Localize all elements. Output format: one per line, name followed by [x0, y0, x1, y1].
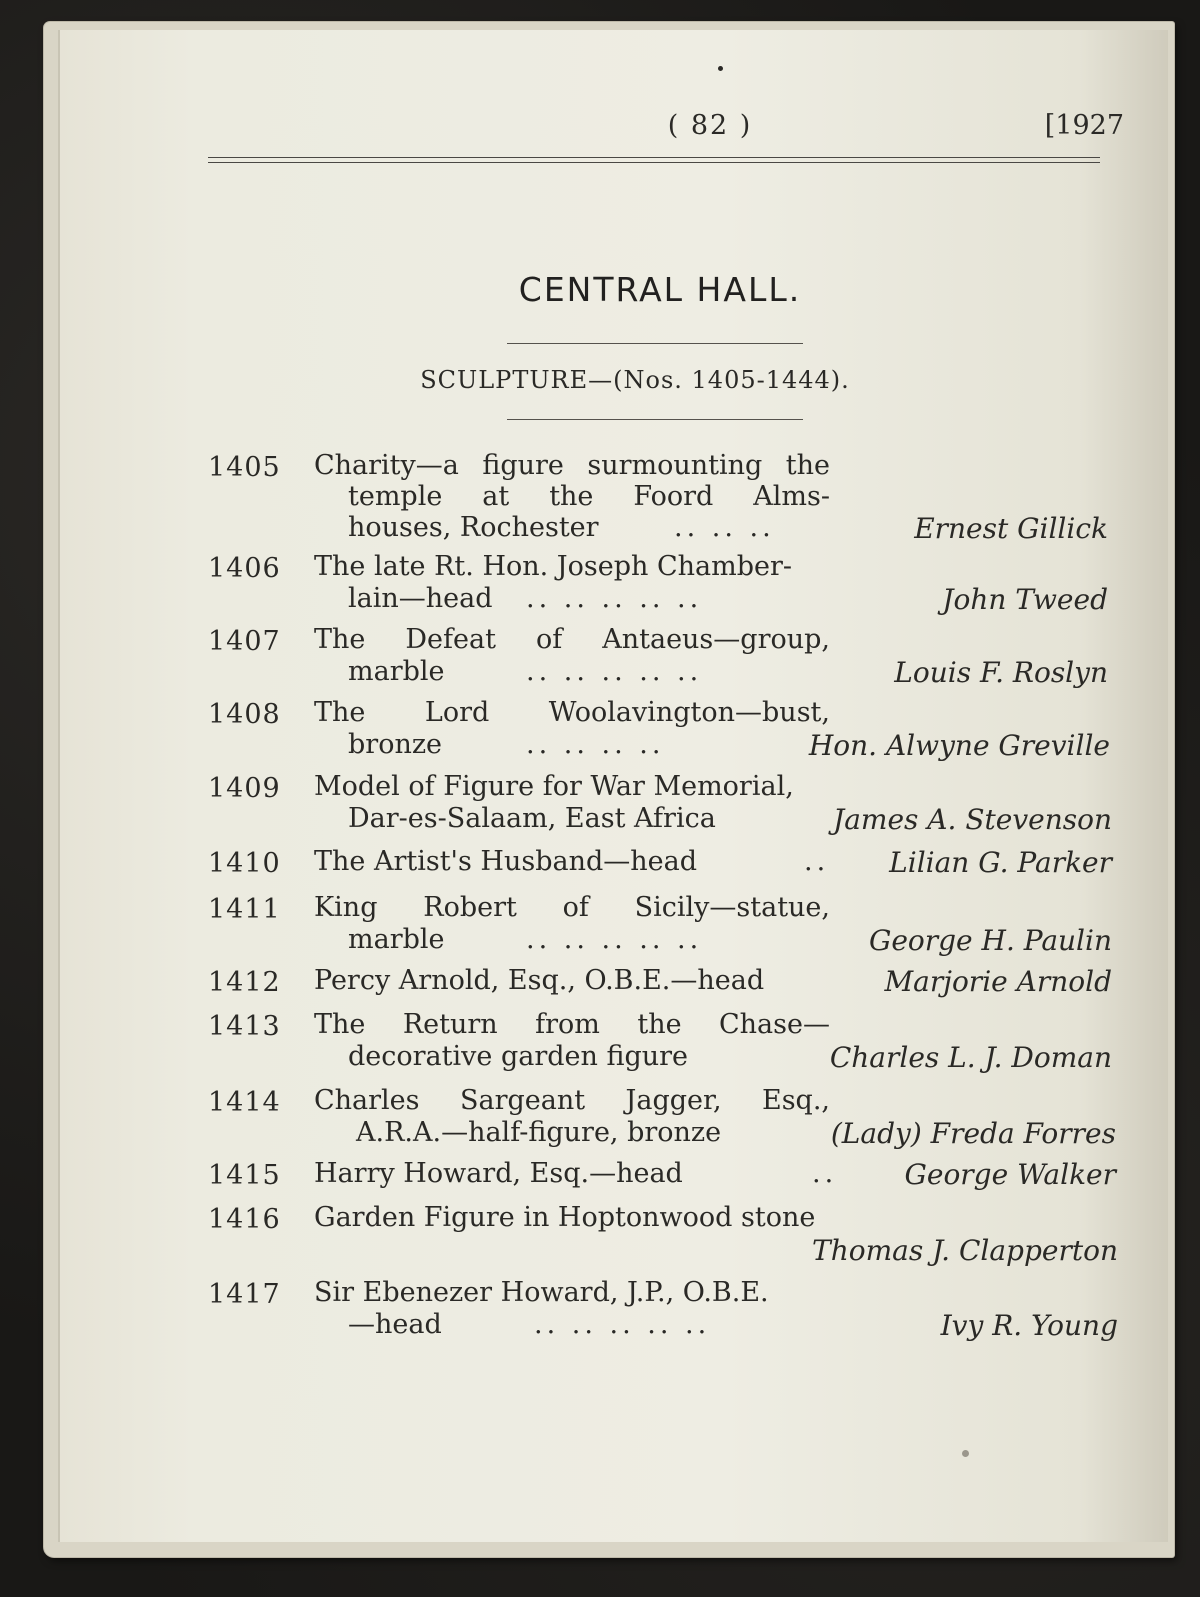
artist-name: Ernest Gillick: [914, 512, 1108, 545]
page-number: ( 82 ): [667, 110, 753, 141]
dot-leader: .. .. .. .. ..: [534, 1309, 711, 1340]
entry-title-line: Dar-es-Salaam, East Africa: [348, 803, 716, 834]
entry-title-line: marble: [348, 656, 445, 687]
entry-number: 1406: [208, 553, 281, 584]
dot-leader: .. .. .. .. ..: [526, 583, 703, 614]
entry-title-line: lain—head: [348, 583, 493, 614]
title-rule-bottom: [507, 419, 803, 420]
entry-title-line: The late Rt. Hon. Joseph Chamber-: [314, 551, 793, 582]
entry-number: 1417: [208, 1279, 281, 1310]
artist-name: John Tweed: [942, 583, 1108, 616]
entry-title-line: marble: [348, 924, 445, 955]
entry-number: 1414: [208, 1087, 281, 1118]
artist-name: Ivy R. Young: [940, 1309, 1118, 1342]
artist-name: George H. Paulin: [868, 924, 1112, 957]
entry-number: 1412: [208, 967, 281, 998]
section-subtitle: SCULPTURE—(Nos. 1405-1444).: [420, 366, 850, 394]
entry-title-line: The Return from the Chase—: [314, 1009, 830, 1040]
entry-title-line: bronze: [348, 729, 443, 760]
book-page: [58, 30, 1168, 1542]
entry-number: 1411: [208, 894, 281, 925]
entry-title-line: The Defeat of Antaeus—group,: [314, 624, 830, 655]
entry-title-line: —head: [348, 1309, 442, 1340]
artist-name: Thomas J. Clapperton: [812, 1234, 1118, 1267]
entry-title-line: King Robert of Sicily—statue,: [314, 892, 830, 923]
entry-title-line: Sir Ebenezer Howard, J.P., O.B.E.: [314, 1277, 769, 1308]
entry-number: 1416: [208, 1204, 281, 1235]
print-speck: [962, 1450, 969, 1457]
print-speck: [718, 66, 723, 71]
entry-number: 1409: [208, 773, 281, 804]
entry-number: 1408: [208, 699, 281, 730]
entry-number: 1410: [208, 848, 281, 879]
artist-name: Charles L. J. Doman: [829, 1041, 1112, 1074]
dot-leader: .. .. .. ..: [526, 729, 665, 760]
year-header: [1927: [1044, 110, 1124, 141]
dot-leader: .. .. .. .. ..: [526, 656, 703, 687]
header-rule: [208, 157, 1100, 163]
entry-title-line: temple at the Foord Alms-: [348, 481, 830, 512]
entry-title-line: houses, Rochester: [348, 512, 599, 543]
entry-title-line: Percy Arnold, Esq., O.B.E.—head: [314, 965, 765, 996]
entry-title-line: The Artist's Husband—head: [314, 846, 698, 877]
section-title: CENTRAL HALL.: [518, 270, 802, 309]
artist-name: (Lady) Freda Forres: [830, 1117, 1116, 1150]
artist-name: Lilian G. Parker: [889, 846, 1112, 879]
entry-title-line: Model of Figure for War Memorial,: [314, 771, 794, 802]
entry-number: 1413: [208, 1011, 281, 1042]
entry-title-line: Charity—a figure surmounting the: [314, 450, 830, 481]
entry-title-line: Garden Figure in Hoptonwood stone: [314, 1202, 816, 1233]
entry-title-line: Charles Sargeant Jagger, Esq.,: [314, 1085, 830, 1116]
dot-leader: ..: [804, 846, 830, 877]
entry-number: 1405: [208, 452, 281, 483]
dot-leader: .. .. ..: [674, 512, 775, 543]
artist-name: Hon. Alwyne Greville: [808, 729, 1110, 762]
entry-number: 1415: [208, 1160, 281, 1191]
entry-title-line: The Lord Woolavington—bust,: [314, 697, 830, 728]
dot-leader: ..: [812, 1158, 838, 1189]
artist-name: Marjorie Arnold: [884, 965, 1112, 998]
entry-number: 1407: [208, 626, 281, 657]
entry-title-line: Harry Howard, Esq.—head: [314, 1158, 683, 1189]
artist-name: Louis F. Roslyn: [894, 656, 1108, 689]
title-rule-top: [507, 343, 803, 344]
dot-leader: .. .. .. .. ..: [526, 924, 703, 955]
artist-name: James A. Stevenson: [832, 803, 1112, 836]
entry-title-line: decorative garden figure: [348, 1041, 689, 1072]
artist-name: George Walker: [904, 1158, 1116, 1191]
entry-title-line: A.R.A.—half-figure, bronze: [356, 1117, 722, 1148]
